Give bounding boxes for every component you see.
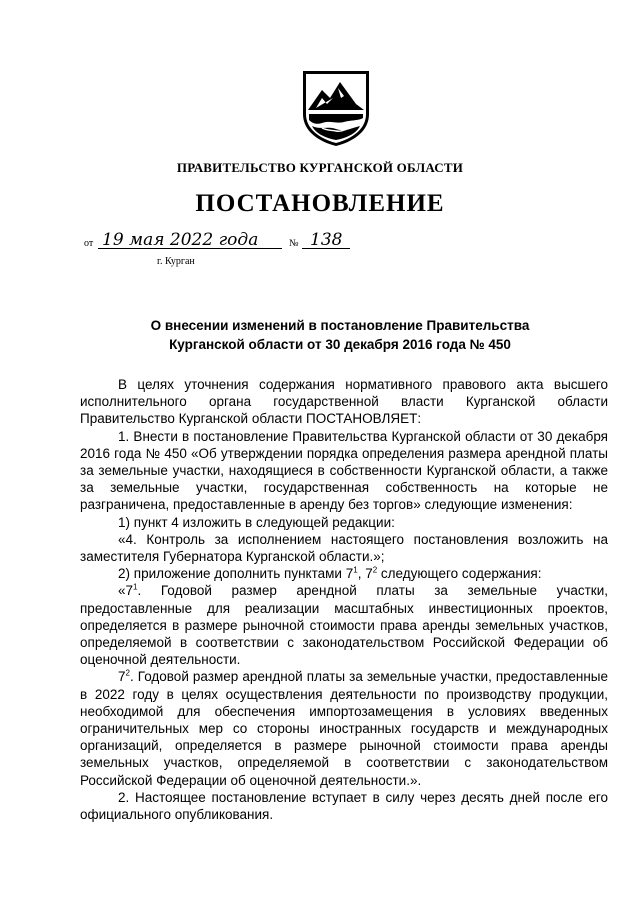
from-label: от <box>84 238 94 249</box>
government-name: ПРАВИТЕЛЬСТВО КУРГАНСКОЙ ОБЛАСТИ <box>176 160 464 175</box>
paragraph-subitem-1: 1) пункт 4 изложить в следующей редакции: <box>118 514 395 530</box>
city-label: г. Курган <box>157 256 195 267</box>
paragraph-point-4: «4. Контроль за исполнением настоящего постановления возложить на заместителя Губернатора Курганской области.»; <box>80 531 608 565</box>
document-subject <box>80 316 600 354</box>
subject-line-2: Курганской области от 30 декабря 2016 года № 450 <box>169 337 511 352</box>
date-number-line <box>84 232 384 256</box>
document-body <box>80 376 608 823</box>
paragraph-preamble: В целях уточнения содержания нормативного правового акта высшего исполнительного органа государственной власти Курганской области Правительство Курганской области ПОСТАНОВЛЯЕТ: <box>80 377 608 427</box>
coat-of-arms-icon <box>300 68 372 148</box>
number-label: № <box>289 238 299 249</box>
document-type-title: ПОСТАНОВЛЕНИЕ <box>195 190 445 217</box>
paragraph-item-2: 2. Настоящее постановление вступает в силу через десять дней после его официального опубликования. <box>80 789 608 823</box>
handwritten-date: 19 мая 2022 года <box>102 230 259 250</box>
paragraph-item-1: 1. Внести в постановление Правительства Курганской области от 30 декабря 2016 года № 450 «Об утверждении порядка определения размера арендной платы за земельные участки, находящиеся в собственности Курганской области, а также за земельные участки, государственная собственность на которые не разграничена, предоставленные в аренду без торгов» следующие изменения: <box>80 428 608 513</box>
paragraph-point-7-1: «$7^1$. Годовой размер арендной платы за земельные участки, предоставленные для реализации масштабных инвестиционных проектов, определяется в размере рыночной стоимости права аренды земельных участков, определяемой в соответствии с законодательством Российской Федерации об оценочной деятельности. <box>80 582 608 668</box>
paragraph-point-7-2: $7^2$. Годовой размер арендной платы за земельные участки, предоставленные в 2022 году в целях осуществления деятельности по производству продукции, необходимой для обеспечения импортозамещения в условиях введенных ограничительных мер со стороны иностранных государств и международных организаций, определяется в размере рыночной стоимости права аренды земельных участков, определяемой в соответствии с законодательством Российской Федерации об оценочной деятельности.». <box>80 668 608 788</box>
subject-line-1: О внесении изменений в постановление Правительства <box>150 318 530 333</box>
handwritten-number: 138 <box>310 230 343 250</box>
paragraph-subitem-2: 2) приложение дополнить пунктами $7^1$, $7^2$ следующего содержания: <box>118 565 542 582</box>
